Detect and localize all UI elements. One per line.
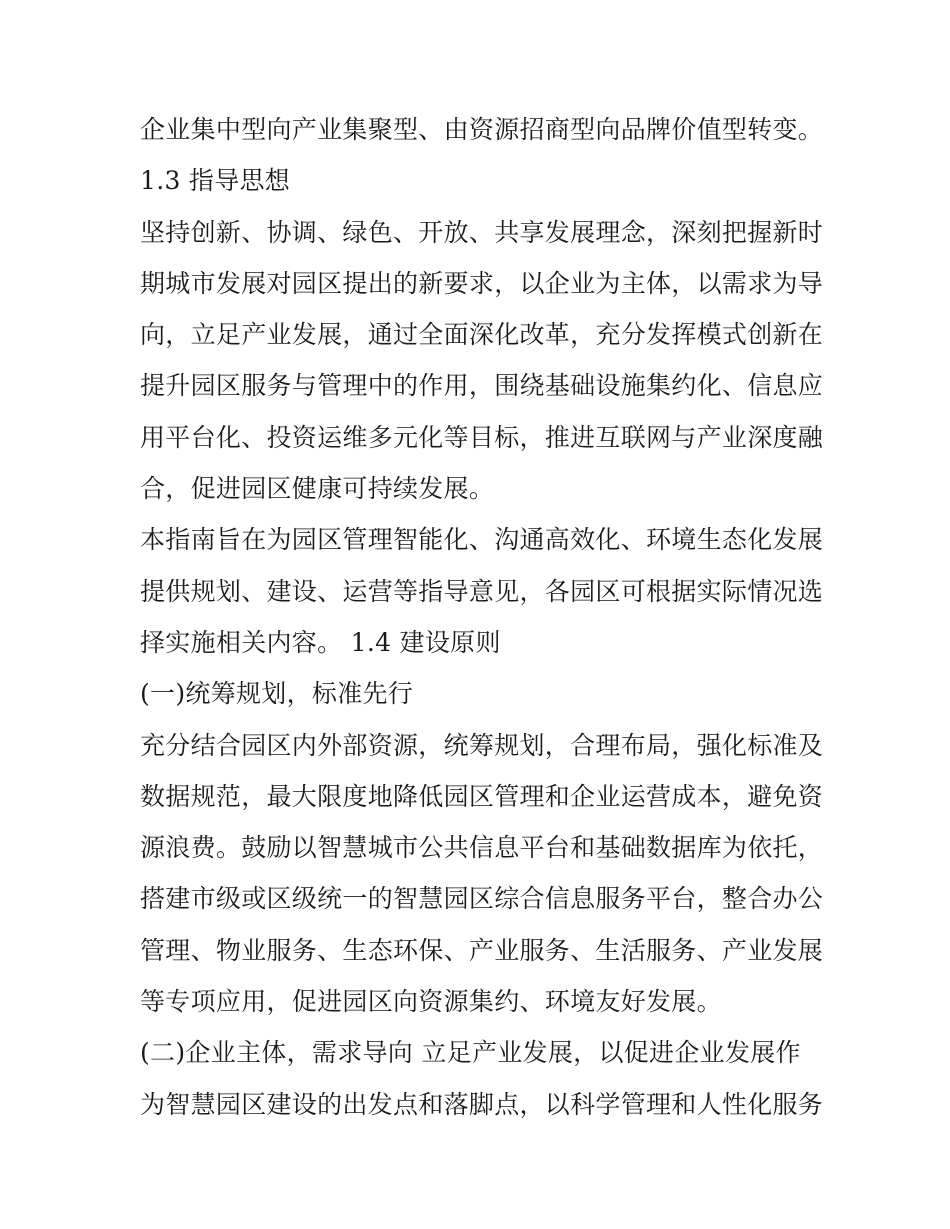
text-line: 提升园区服务与管理中的作用，围绕基础设施集约化、信息应	[140, 371, 824, 401]
text-line: 向，立足产业发展，通过全面深化改革，充分发挥模式创新在	[140, 320, 824, 350]
text-line: 择实施相关内容。 1.4 建设原则	[140, 627, 501, 657]
text-line: 等专项应用，促进园区向资源集约、环境友好发展。	[140, 987, 722, 1017]
text-line: 充分结合园区内外部资源，统筹规划，合理布局，强化标准及	[140, 730, 824, 760]
text-line: 用平台化、投资运维多元化等目标，推进互联网与产业深度融	[140, 422, 824, 452]
text-line: 源浪费。鼓励以智慧城市公共信息平台和基础数据库为依托，	[140, 833, 824, 863]
section-heading: 1.3 指导思想	[140, 166, 291, 196]
text-line: 为智慧园区建设的出发点和落脚点，以科学管理和人性化服务	[140, 1089, 824, 1119]
text-line: 企业集中型向产业集聚型、由资源招商型向品牌价值型转变。	[140, 115, 824, 144]
text-line: 管理、物业服务、生态环保、产业服务、生活服务、产业发展	[140, 935, 824, 965]
text-line: 数据规范，最大限度地降低园区管理和企业运营成本，避免资	[140, 781, 824, 811]
text-line: 坚持创新、协调、绿色、开放、共享发展理念，深刻把握新时	[140, 217, 824, 247]
text-line: 搭建市级或区级统一的智慧园区综合信息服务平台，整合办公	[140, 884, 824, 914]
text-line: 合，促进园区健康可持续发展。	[140, 474, 495, 504]
text-line: 本指南旨在为园区管理智能化、沟通高效化、环境生态化发展	[140, 525, 824, 555]
document-body	[140, 108, 824, 1134]
text-line: (二)企业主体，需求导向 立足产业发展，以促进企业发展作	[140, 1038, 801, 1068]
subsection-heading: (一)统筹规划，标准先行	[140, 679, 414, 709]
text-line: 提供规划、建设、运营等指导意见，各园区可根据实际情况选	[140, 576, 824, 606]
text-line: 期城市发展对园区提出的新要求，以企业为主体，以需求为导	[140, 268, 824, 298]
